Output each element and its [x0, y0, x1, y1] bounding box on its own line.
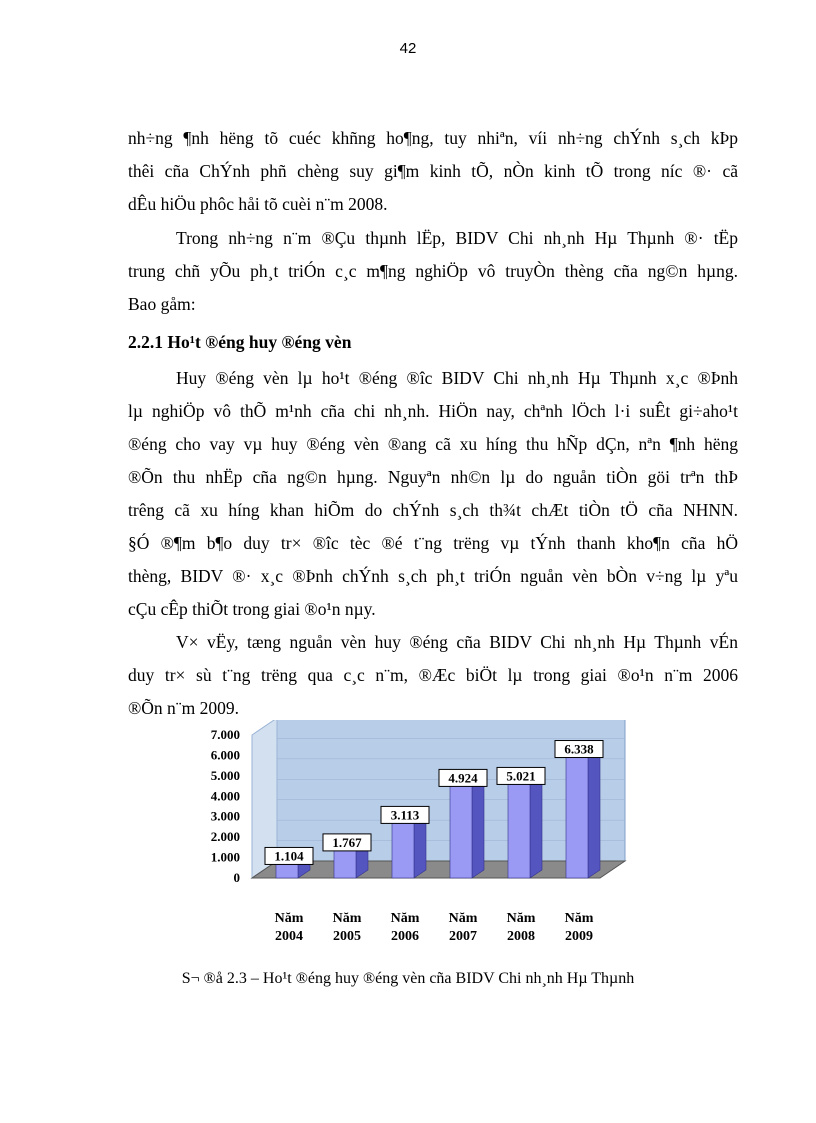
bar: [508, 775, 530, 878]
bar: [566, 749, 588, 878]
text-line: ®Õn n¨m 2009.: [128, 698, 239, 718]
text-line: V× vËy, tæng nguån vèn huy ®éng cña BIDV Chi nh¸nh Hµ Thµnh vÉn: [176, 632, 738, 652]
text-line: thèng, BIDV ®· x¸c ®Þnh chÝnh s¸ch ph¸t triÓn nguån vèn bÒn v÷ng lµ yªu: [128, 566, 738, 586]
x-tick-label: Năm: [448, 911, 478, 926]
y-tick-label: 7.000: [210, 727, 240, 742]
x-tick-label: 2009: [565, 929, 593, 944]
data-label: 6.338: [564, 741, 594, 757]
figure-caption: S¬ ®å 2.3 – Ho¹t ®éng huy ®éng vèn cña BIDV Chi nh¸nh Hµ Thµnh: [181, 970, 635, 987]
data-label: 3.113: [390, 807, 420, 823]
text-line: trung chñ yÕu ph¸t triÓn c¸c m¶ng nghiÖp vô truyÒn thèng cña ng©n hµng.: [128, 261, 738, 281]
text-line: §Ó ®¶m b¶o duy tr× ®îc tèc ®é t¨ng trëng vµ tÝnh thanh kho¶n cña hÖ: [128, 533, 738, 553]
x-tick-label: Năm: [564, 911, 594, 926]
x-tick-label: 2007: [449, 929, 477, 944]
y-tick-label: 2.000: [210, 829, 240, 845]
data-label: 1.767: [332, 834, 362, 850]
x-tick-label: Năm: [390, 911, 420, 926]
x-tick-label: Năm: [274, 911, 304, 926]
bar: [450, 777, 472, 878]
text-line: lµ nghiÖp vô thÕ m¹nh cña chi nh¸nh. HiÖn nay, chªnh lÖch l·i suÊt gi÷aho¹t: [128, 401, 738, 421]
section-heading: 2.2.1 Ho¹t ®éng huy ®éng vèn: [128, 332, 352, 352]
y-tick-label: 4.000: [210, 788, 240, 804]
x-tick-label: Năm: [506, 911, 536, 926]
x-tick-label: 2008: [507, 929, 535, 944]
y-tick-label: 5.000: [210, 767, 240, 783]
data-label: 5.021: [506, 768, 536, 784]
page-number: 42: [399, 40, 417, 57]
x-tick-label: Năm: [332, 911, 362, 926]
text-line: ®éng cho vay vµ huy ®éng vèn ®ang cã xu híng thu hÑp dÇn, nªn ¶nh hëng: [128, 434, 738, 454]
text-line: cÇu cÊp thiÕt trong giai ®o¹n nµy.: [128, 599, 376, 619]
text-line: Huy ®éng vèn lµ ho¹t ®éng ®îc BIDV Chi nh¸nh Hµ Thµnh x¸c ®Þnh: [176, 368, 738, 388]
bar-chart: [200, 720, 650, 960]
data-label: 4.924: [448, 770, 478, 786]
x-tick-label: 2005: [333, 929, 361, 944]
y-tick-label: 0: [233, 870, 240, 885]
y-tick-label: 6.000: [210, 747, 240, 763]
x-tick-label: 2004: [275, 929, 303, 944]
bar: [392, 814, 414, 878]
text-line: ®Õn thu nhËp cña ng©n hµng. Nguyªn nh©n lµ do nguån tiÒn göi trªn thÞ: [128, 467, 738, 487]
x-tick-label: 2006: [391, 929, 419, 944]
bar-side: [588, 741, 600, 878]
text-line: thêi cña ChÝnh phñ chèng suy gi¶m kinh tÕ, nÒn kinh tÕ trong níc ®· cã: [128, 161, 738, 181]
data-label: 1.104: [274, 848, 304, 864]
text-line: nh÷ng ¶nh hëng tõ cuéc khñng ho¶ng, tuy nhiªn, víi nh÷ng chÝnh s¸ch kÞp: [128, 128, 738, 148]
y-tick-label: 3.000: [210, 808, 240, 824]
text-line: trêng cã xu híng khan hiÕm do chÝnh s¸ch th¾t chÆt tiÒn tÖ cña NHNN.: [128, 500, 738, 520]
text-line: dÊu hiÖu phôc håi tõ cuèi n¨m 2008.: [128, 194, 388, 214]
y-tick-label: 1.000: [210, 849, 240, 865]
text-line: duy tr× sù t¨ng trëng qua c¸c n¨m, ®Æc biÖt lµ trong giai ®o¹n n¨m 2006: [128, 665, 738, 685]
text-line: Bao gåm:: [128, 294, 196, 314]
text-line: Trong nh÷ng n¨m ®Çu thµnh lËp, BIDV Chi nh¸nh Hµ Thµnh ®· tËp: [176, 228, 738, 248]
